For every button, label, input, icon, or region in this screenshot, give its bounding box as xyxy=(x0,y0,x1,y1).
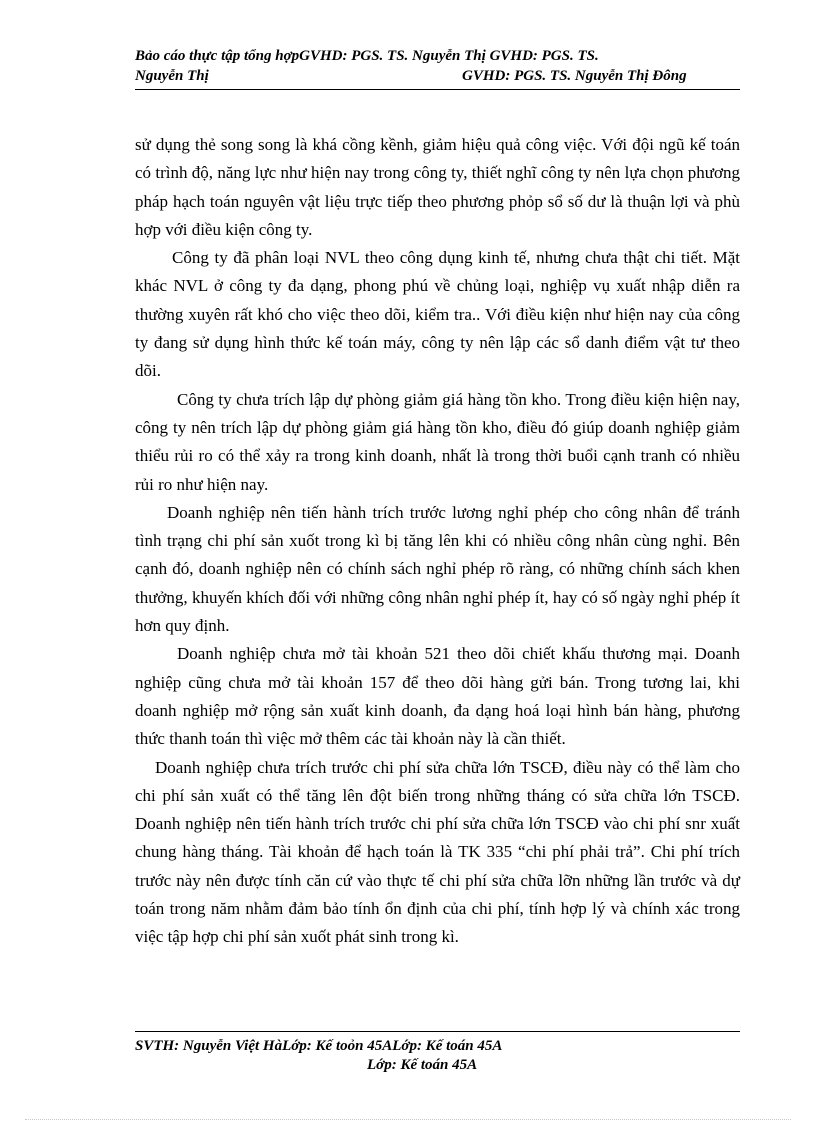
header-line-2 xyxy=(135,66,740,86)
footer-line-1: SVTH: Nguyễn Việt HàLớp: Kế toỏn 45ALớp: Kế toán 45A xyxy=(135,1038,503,1054)
header-line-2-right: GVHD: PGS. TS. Nguyễn Thị Đông xyxy=(462,68,687,84)
paragraph-3: Công ty chưa trích lập dự phòng giảm giá hàng tồn kho. Trong điều kiện hiện nay, công ty nên trích lập dự phòng giảm giá hàng tồn kho, điều đó giúp doanh nghiệp giảm thiểu rủi ro có thể xảy ra trong kinh doanh, nhất là trong thời buổi cạnh tranh có nhiều rủi ro như hiện nay. xyxy=(135,389,740,494)
footer-line-2: Lớp: Kế toán 45A xyxy=(367,1057,478,1073)
page-footer xyxy=(135,1037,740,1075)
paragraph-2: Công ty đã phân loại NVL theo công dụng kinh tế, nhưng chưa thật chi tiết. Mặt khác NVL ở công ty đa dạng, phong phú về chủng loại, nghiệp vụ xuất nhập diễn ra thường xuyên rất khó cho việc theo dõi, kiểm tra.. Với điều kiện như hiện nay của công ty đang sử dụng hình thức kế toán máy, công ty nên lập các sổ danh điểm vật tư theo dõi. xyxy=(135,248,740,381)
footer-divider xyxy=(135,1031,740,1032)
paragraph-1: sử dụng thẻ song song là khá cồng kềnh, giảm hiệu quả công việc. Với đội ngũ kế toán có trình độ, năng lực như hiện nay trong công ty, thiết nghĩ công ty nên lựa chọn phương pháp hạch toán nguyên vật liệu trực tiếp theo phương phỏp sổ số dư là thuận lợi và phù hợp với điều kiện công ty. xyxy=(135,135,740,239)
page-header xyxy=(135,46,740,86)
page-bottom-edge xyxy=(25,1119,791,1120)
header-line-2-left: Nguyễn Thị xyxy=(135,68,209,84)
document-body xyxy=(135,131,740,952)
header-divider xyxy=(135,89,740,90)
header-line-1: Bảo cáo thực tập tổng hợpGVHD: PGS. TS. Nguyễn Thị GVHD: PGS. TS. xyxy=(135,48,599,64)
paragraph-4: Doanh nghiệp nên tiến hành trích trước lương nghỉ phép cho công nhân để tránh tình trạng chi phí sản xuốt trong kì bị tăng lên khi có nhiều công nhân cùng nghỉ. Bên cạnh đó, doanh nghiệp nên có chính sách nghỉ phép rõ ràng, có những chính sách khen thưởng, khuyến khích đối với những công nhân nghỉ phép ít, hay có số ngày nghỉ phép ít hơn quy định. xyxy=(135,502,740,636)
paragraph-6: Doanh nghiệp chưa trích trước chi phí sửa chữa lớn TSCĐ, điều này có thể làm cho chi phí sản xuất có thể tăng lên đột biến trong những tháng có sửa chữa lớn TSCĐ. Doanh nghiệp nên tiến hành trích trước chi phí sửa chữa lớn TSCĐ vào chi phí snr xuất chung hàng tháng. Tài khoản để hạch toán là TK 335 “chi phí phải trả”. Chi phí trích trước này nên được tính căn cứ vào thực tế chi phí sửa chữa lỡn những lần trước và dự toán trong năm nhằm đảm bảo tính ổn định của chi phí, tính hợp lý và chính xác trong việc tập hợp chi phí sản xuốt phát sinh trong kì. xyxy=(135,757,740,947)
paragraph-5: Doanh nghiệp chưa mở tài khoản 521 theo dõi chiết khấu thương mại. Doanh nghiệp cũng chưa mở tài khoản 157 để theo dõi hàng gửi bán. Trong tương lai, khi doanh nghiệp mở rộng sản xuất kinh doanh, đa dạng hoá loại hình bán hàng, phương thức thanh toán thì việc mở thêm các tài khoản này là cần thiết. xyxy=(135,644,740,749)
